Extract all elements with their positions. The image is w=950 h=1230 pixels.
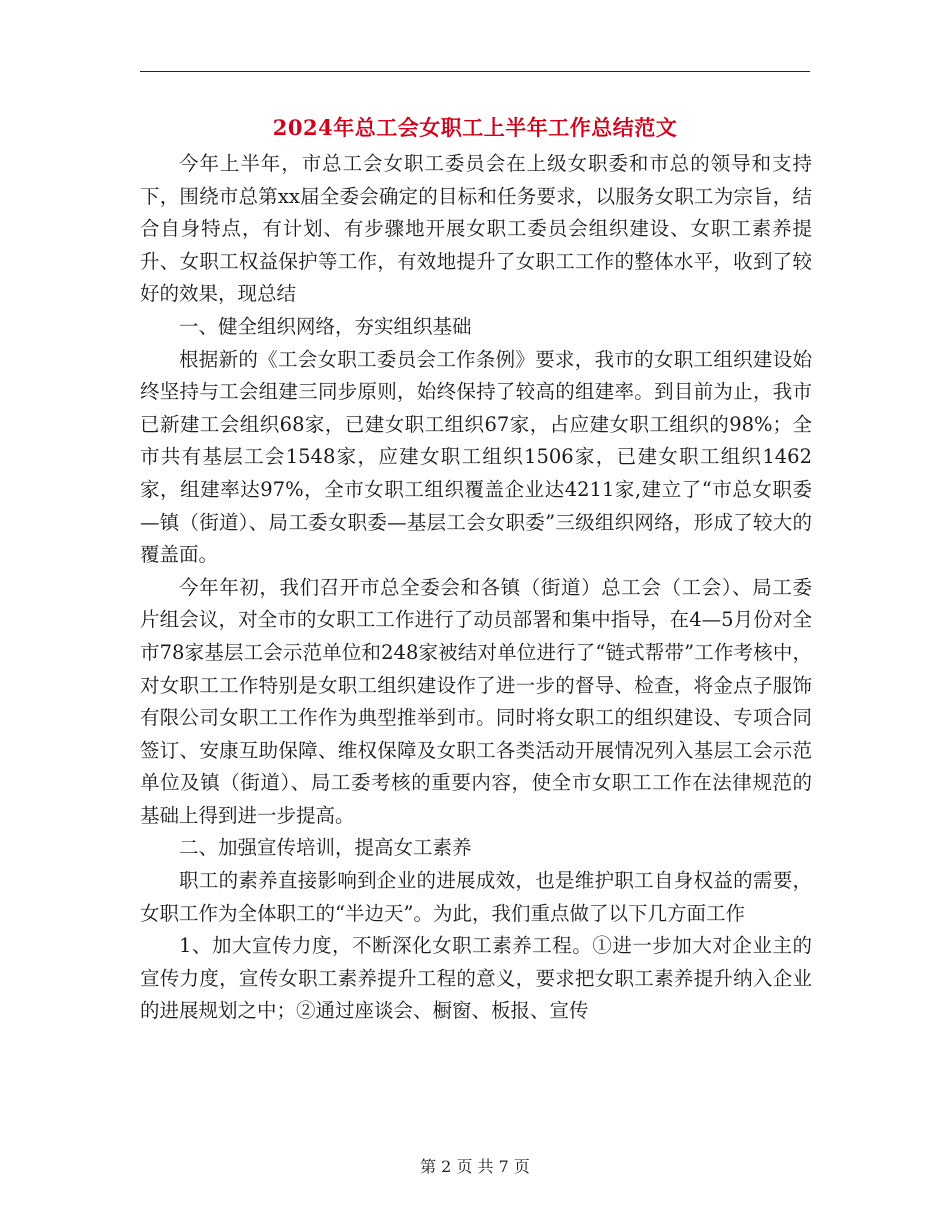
paragraph-intro: 今年上半年，市总工会女职工委员会在上级女职委和市总的领导和支持下，围绕市总第xx届全委会确定的目标和任务要求，以服务女职工为宗旨，结合自身特点，有计划、有步骤地开展女职工委员会组织建设、女职工素养提升、女职工权益保护等工作，有效地提升了女职工工作的整体水平，收到了较好的效果，现总结 [140, 152, 812, 306]
section-heading-1: 一、健全组织网络，夯实组织基础 [179, 314, 472, 338]
paragraph-organization: 根据新的《工会女职工委员会工作条例》要求，我市的女职工组织建设始终坚持与工会组建三同步原则，始终保持了较高的组建率。到目前为止，我市已新建工会组织68家，已建女职工组织67家，占应建女职工组织的98%；全市共有基层工会1548家，应建女职工组织1506家，已建女职工组织1462家，组建率达97%，全市女职工组织覆盖企业达4211家,建立了“市总女职委—镇（街道）、局工委女职委—基层工会女职委”三级组织网络，形成了较大的覆盖面。 [140, 347, 812, 567]
document-body [140, 148, 812, 1028]
document-title: 2024年总工会女职工上半年工作总结范文 [272, 115, 678, 140]
paragraph-literacy: 职工的素养直接影响到企业的进展成效，也是维护职工自身权益的需要，女职工作为全体职工的“半边天”。为此，我们重点做了以下几方面工作 [140, 869, 812, 925]
section-heading-2: 二、加强宣传培训，提高女工素养 [179, 836, 472, 860]
header-rule [140, 71, 810, 72]
paragraph-publicity: 1、加大宣传力度，不断深化女职工素养工程。①进一步加大对企业主的宣传力度，宣传女职工素养提升工程的意义，要求把女职工素养提升纳入企业的进展规划之中；②通过座谈会、橱窗、板报、宣传 [140, 934, 812, 1023]
page-number: 第 2 页 共 7 页 [420, 1157, 530, 1176]
paragraph-meetings: 今年年初，我们召开市总全委会和各镇（街道）总工会（工会）、局工委片组会议，对全市的女职工工作进行了动员部署和集中指导，在4—5月份对全市78家基层工会示范单位和248家被结对单位进行了“链式帮带”工作考核中，对女职工工作特别是女职工组织建设作了进一步的督导、检查，将金点子服饰有限公司女职工工作作为典型推举到市。同时将女职工的组织建设、专项合同签订、安康互助保障、维权保障及女职工各类活动开展情况列入基层工会示范单位及镇（街道）、局工委考核的重要内容，使全市女职工工作在法律规范的基础上得到进一步提高。 [140, 575, 812, 827]
